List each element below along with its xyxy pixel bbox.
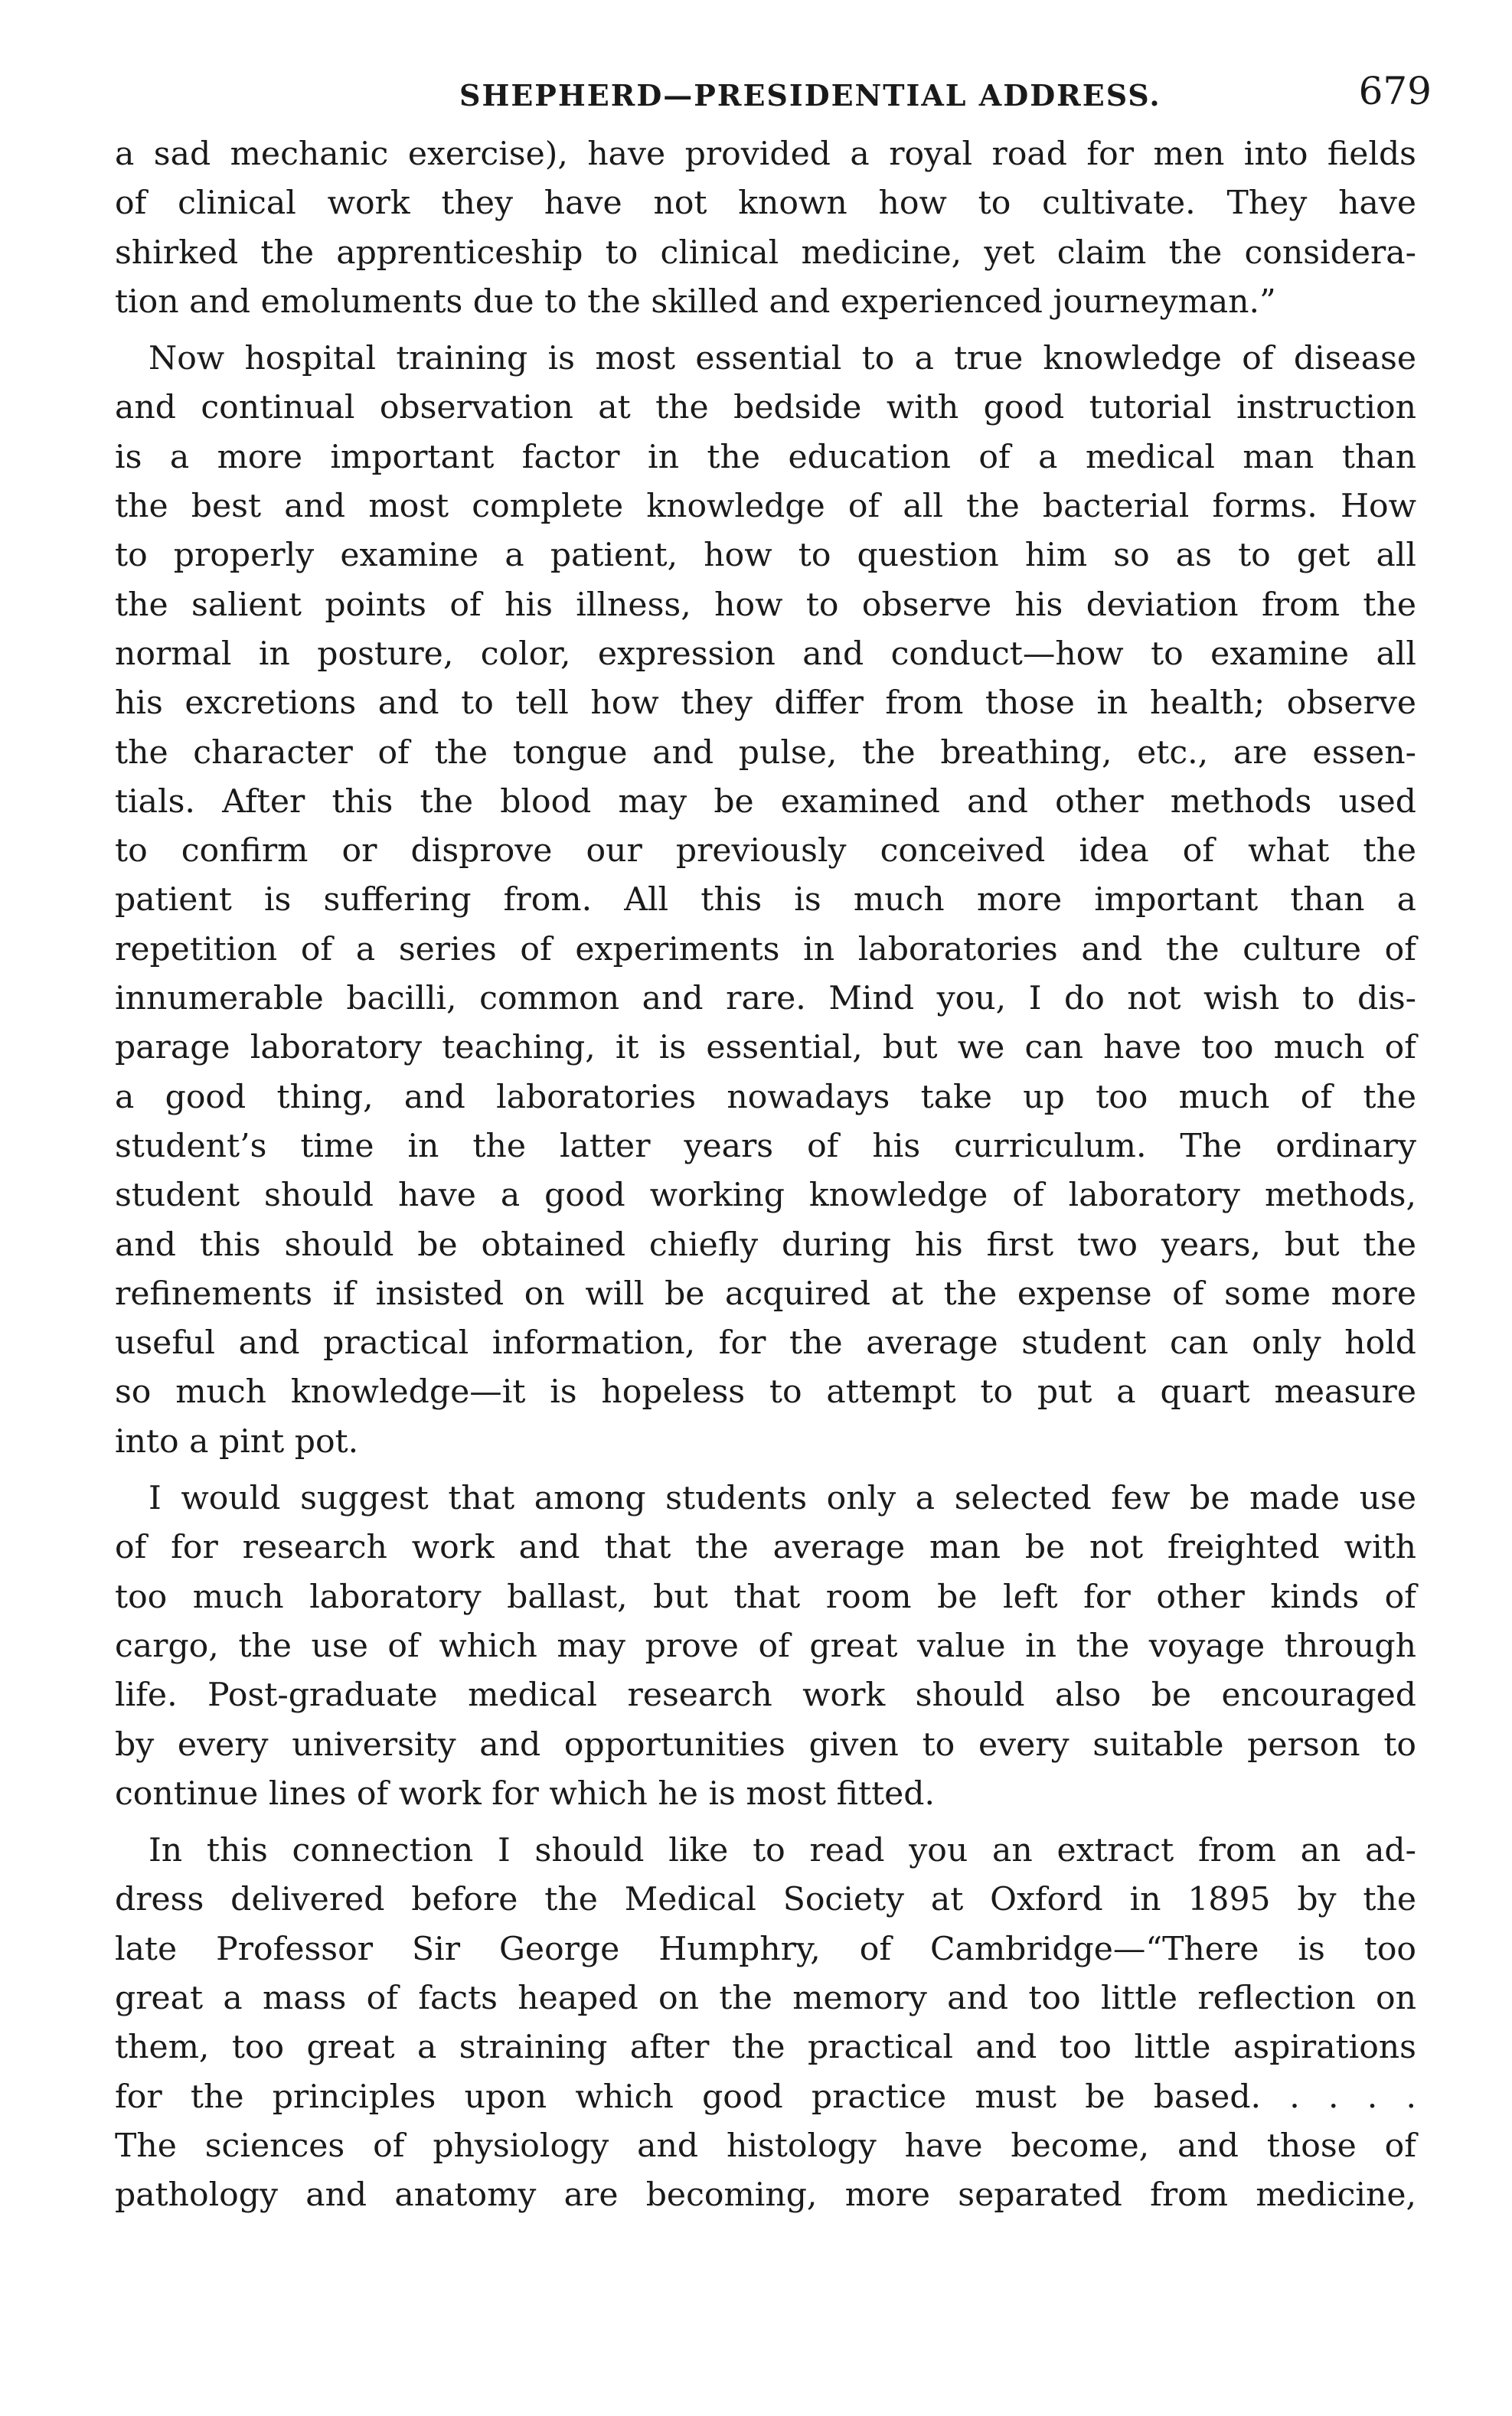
text-line: into a pint pot. xyxy=(115,1422,359,1461)
text-line: the best and most complete knowledge of all the bacterial forms. How xyxy=(115,488,1416,526)
text-line: refinements if insisted on will be acquired at the expense of some more xyxy=(115,1275,1416,1313)
paragraph xyxy=(115,1827,1416,2220)
text-line: of for research work and that the average man be not freighted with xyxy=(115,1529,1416,1567)
text-line: useful and practical information, for the average student can only hold xyxy=(115,1324,1416,1363)
text-line: pathology and anatomy are becoming, more separated from medicine, xyxy=(115,2176,1416,2215)
text-line: tials. After this the blood may be examined and other methods used xyxy=(115,782,1416,821)
text-line: his excretions and to tell how they differ from those in health; observe xyxy=(115,684,1416,723)
text-line: In this connection I should like to read you an extract from an ad- xyxy=(149,1832,1416,1870)
text-line: of clinical work they have not known how to cultivate. They have xyxy=(115,184,1416,223)
paragraph xyxy=(115,130,1416,327)
text-line: by every university and opportunities given to every suitable person to xyxy=(115,1725,1416,1764)
book-page xyxy=(115,61,1432,2220)
page-number: 679 xyxy=(1358,69,1432,113)
text-line: and this should be obtained chiefly during his first two years, but the xyxy=(115,1226,1416,1264)
text-line: innumerable bacilli, common and rare. Mind you, I do not wish to dis- xyxy=(115,980,1416,1018)
text-line: student should have a good working knowledge of laboratory methods, xyxy=(115,1177,1416,1215)
text-line: life. Post-graduate medical research work should also be encouraged xyxy=(115,1677,1416,1715)
text-line: to properly examine a patient, how to question him so as to get all xyxy=(115,537,1416,575)
text-line: dress delivered before the Medical Society at Oxford in 1895 by the xyxy=(115,1881,1416,1919)
paragraph xyxy=(115,1474,1416,1819)
text-line: is a more important factor in the education of a medical man than xyxy=(115,438,1416,476)
text-line: student’s time in the latter years of his curriculum. The ordinary xyxy=(115,1127,1416,1165)
text-line: cargo, the use of which may prove of great value in the voyage through xyxy=(115,1627,1416,1665)
text-line: Now hospital training is most essential to a true knowledge of disease xyxy=(149,340,1416,378)
text-line: shirked the apprenticeship to clinical medicine, yet claim the considera- xyxy=(115,233,1416,272)
text-line: for the principles upon which good practice must be based. . . . . xyxy=(115,2078,1416,2116)
running-title: SHEPHERD—PRESIDENTIAL ADDRESS. xyxy=(459,78,1161,113)
text-line: the salient points of his illness, how to observe his deviation from the xyxy=(115,586,1416,624)
text-line: repetition of a series of experiments in laboratories and the culture of xyxy=(115,930,1416,968)
body-text xyxy=(115,130,1416,2220)
paragraph xyxy=(115,335,1416,1467)
text-line: a sad mechanic exercise), have provided a royal road for men into fields xyxy=(115,135,1416,173)
text-line: too much laboratory ballast, but that room be left for other kinds of xyxy=(115,1578,1416,1616)
text-line: them, too great a straining after the practical and too little aspirations xyxy=(115,2029,1416,2067)
text-line: patient is suffering from. All this is much more important than a xyxy=(115,881,1416,919)
text-line: The sciences of physiology and histology have become, and those of xyxy=(115,2127,1416,2165)
text-line: normal in posture, color, expression and conduct—how to examine all xyxy=(115,635,1416,673)
text-line: great a mass of facts heaped on the memory and too little reflection on xyxy=(115,1979,1416,2017)
text-line: continue lines of work for which he is most fitted. xyxy=(115,1774,936,1813)
text-line: late Professor Sir George Humphry, of Cambridge—“There is too xyxy=(115,1930,1416,1968)
text-line: and continual observation at the bedside with good tutorial instruction xyxy=(115,389,1416,427)
text-line: tion and emoluments due to the skilled and experienced journeyman.” xyxy=(115,282,1276,321)
running-head xyxy=(115,61,1432,130)
text-line: to confirm or disprove our previously conceived idea of what the xyxy=(115,832,1416,870)
text-line: a good thing, and laboratories nowadays take up too much of the xyxy=(115,1078,1416,1116)
text-line: the character of the tongue and pulse, the breathing, etc., are essen- xyxy=(115,733,1416,772)
text-line: parage laboratory teaching, it is essential, but we can have too much of xyxy=(115,1029,1416,1067)
text-line: I would suggest that among students only a selected few be made use xyxy=(149,1480,1416,1518)
text-line: so much knowledge—it is hopeless to attempt to put a quart measure xyxy=(115,1373,1416,1412)
